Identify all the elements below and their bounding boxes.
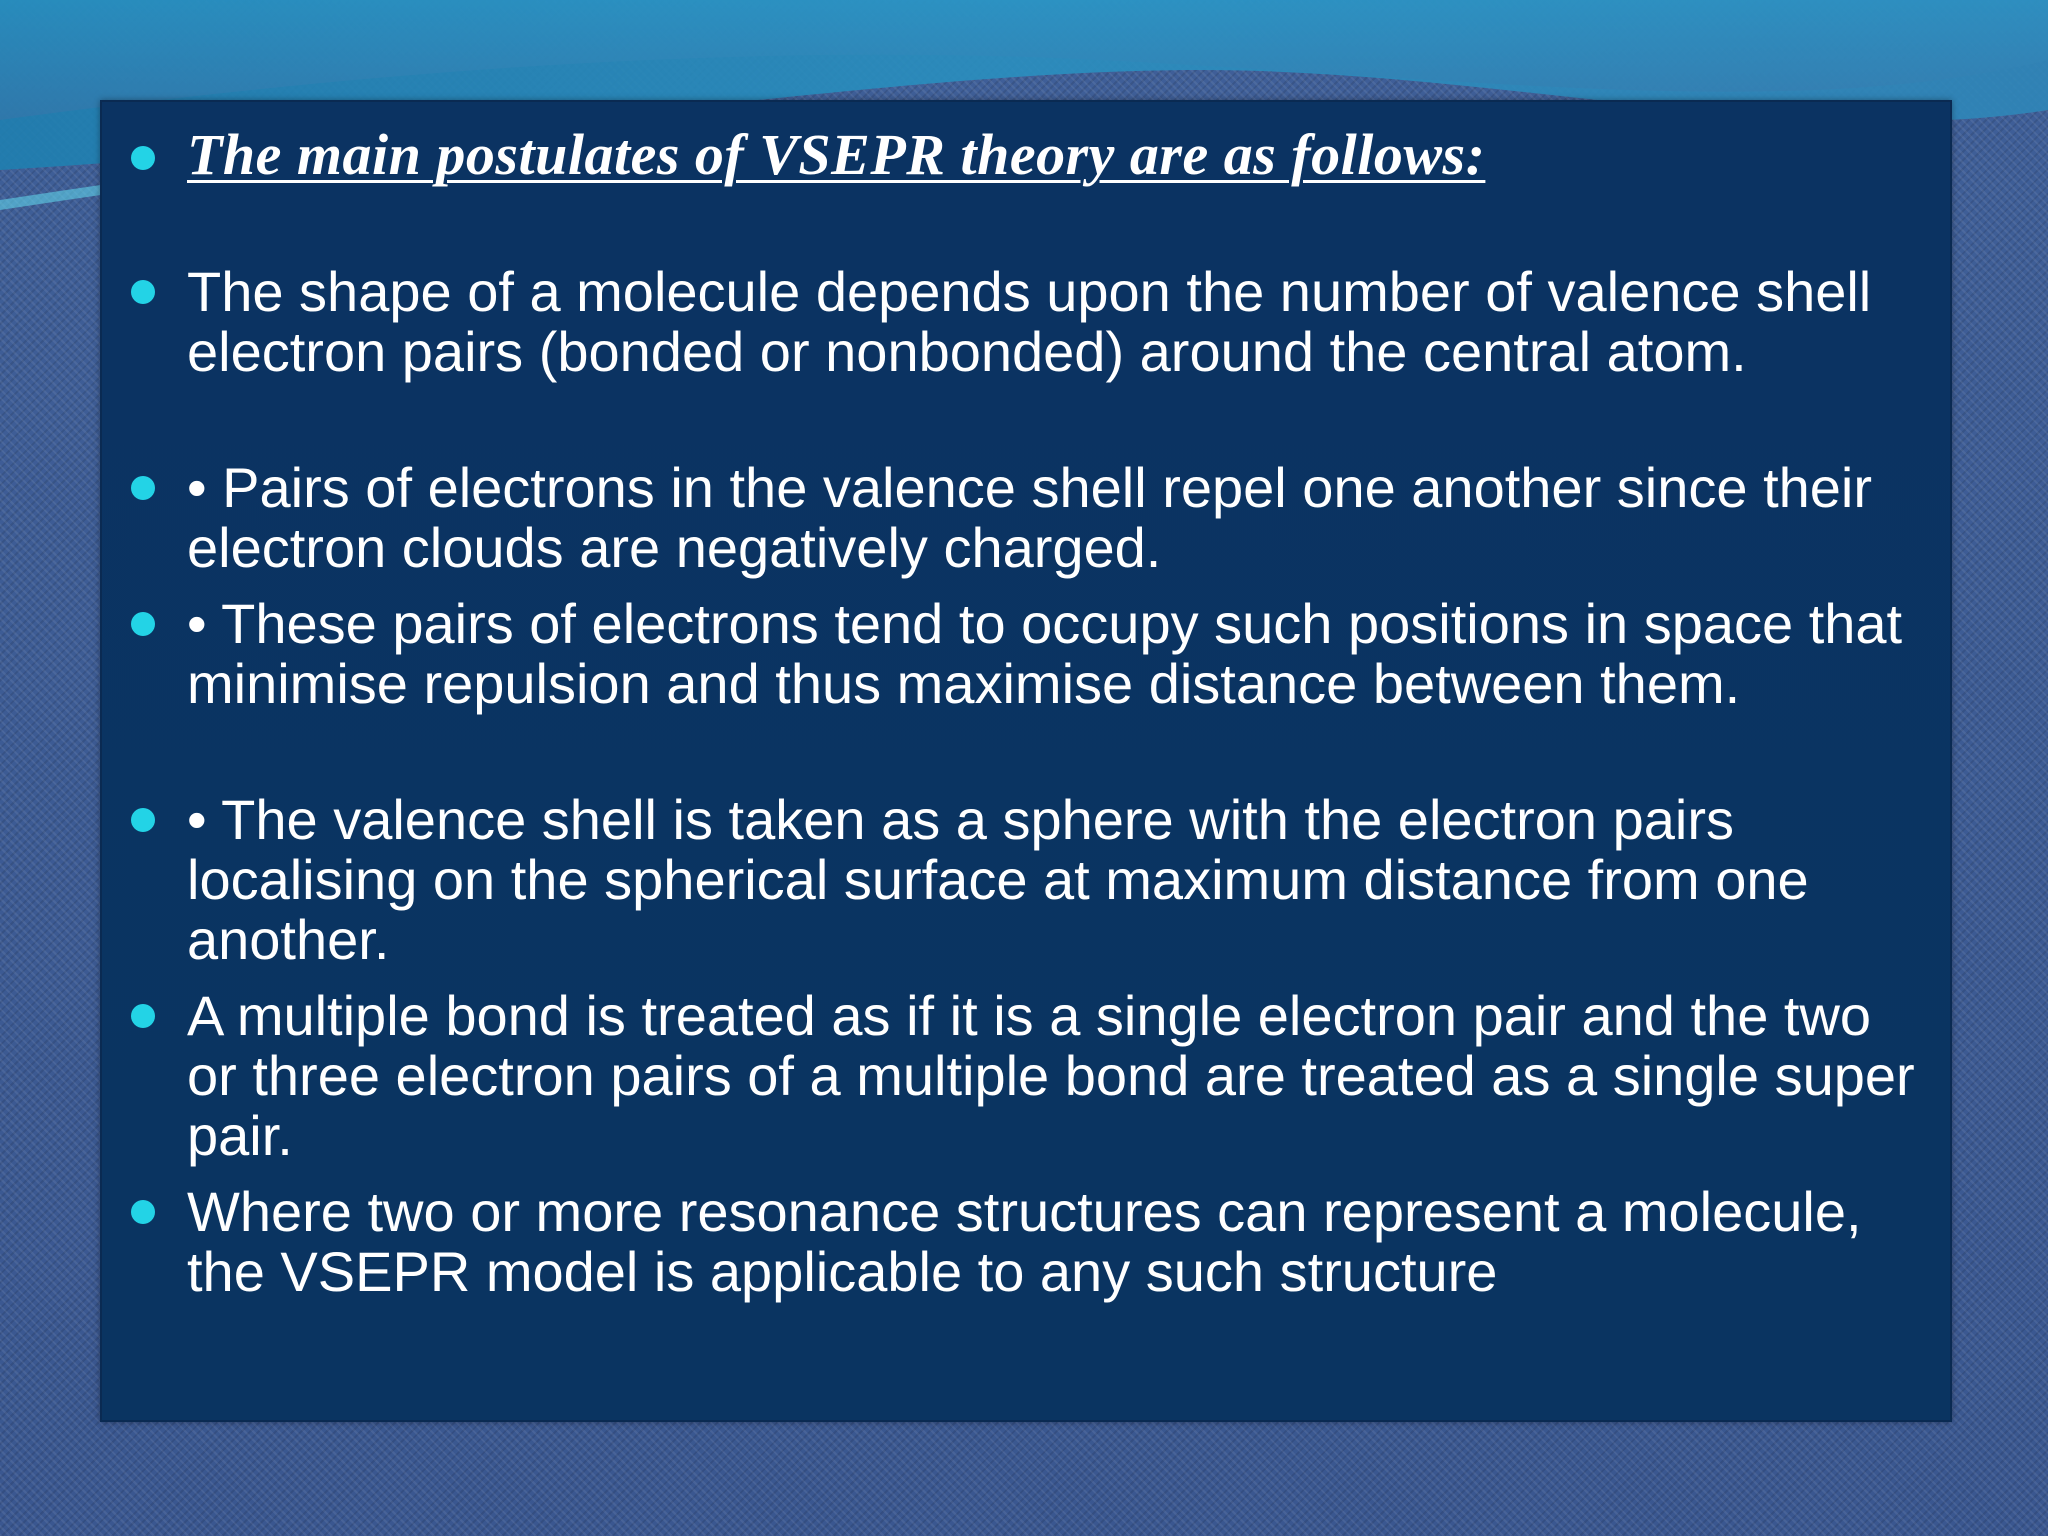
bullet-dot <box>131 146 155 170</box>
bullet-text: Where two or more resonance structures can represent a molecule, the VSEPR model is applicable to any such structure <box>187 1180 1862 1303</box>
bullet-dot <box>131 280 155 304</box>
bullet-text: • These pairs of electrons tend to occupy such positions in space that minimise repulsion and thus maximise distance between them. <box>187 592 1903 715</box>
bullet-dot <box>131 612 155 636</box>
bullet-dot <box>131 1200 155 1224</box>
bullet-dot <box>131 476 155 500</box>
slide-heading: The main postulates of VSEPR theory are as follows: <box>187 122 1486 187</box>
bullet-dot <box>131 1004 155 1028</box>
bullet-text: The shape of a molecule depends upon the number of valence shell electron pairs (bonded or nonbonded) around the central atom. <box>187 260 1872 383</box>
content-panel <box>100 100 1952 1422</box>
bullet-text: • The valence shell is taken as a sphere with the electron pairs localising on the spherical surface at maximum distance from one another. <box>187 788 1809 971</box>
bullet-text: A multiple bond is treated as if it is a single electron pair and the two or three electron pairs of a multiple bond are treated as a single super pair. <box>187 984 1915 1167</box>
bullet-text: • Pairs of electrons in the valence shell repel one another since their electron clouds are negatively charged. <box>187 456 1873 579</box>
bullet-dot <box>131 808 155 832</box>
